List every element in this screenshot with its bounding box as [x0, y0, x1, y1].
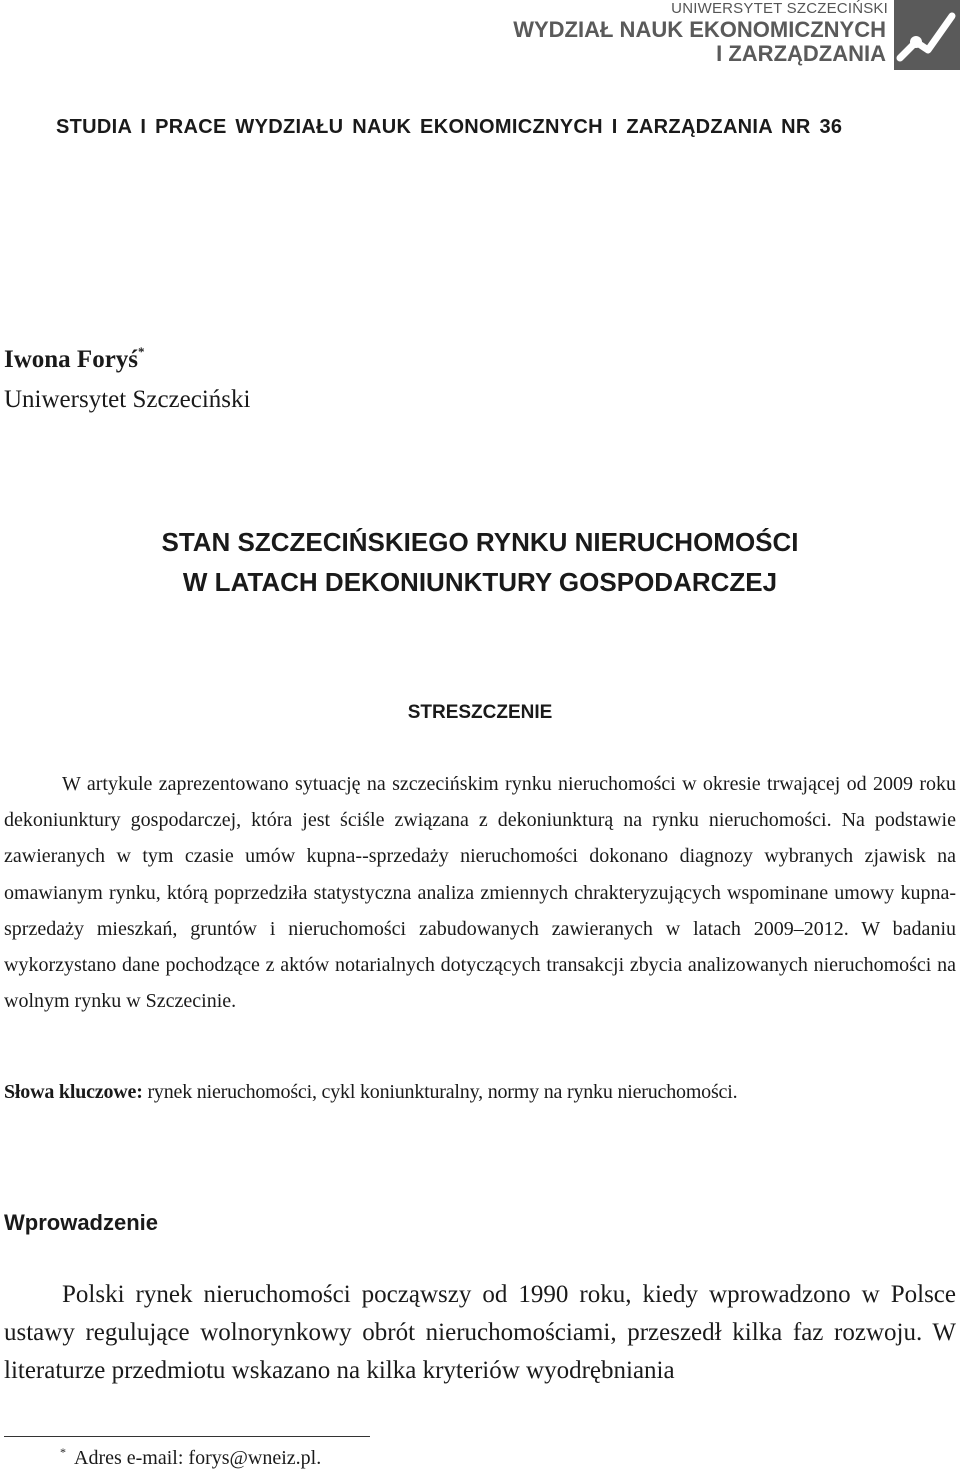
article-title	[0, 522, 960, 602]
department-line-1: WYDZIAŁ NAUK EKONOMICZNYCH	[513, 17, 886, 42]
footnote-mark: *	[60, 1445, 66, 1459]
rising-chart-logo-icon	[894, 0, 960, 70]
abstract-heading: STRESZCZENIE	[407, 702, 553, 723]
department-name	[513, 18, 886, 66]
intro-paragraph: Polski rynek nieruchomości począwszy od 1990 roku, kiedy wprowadzono w Polsce ustawy regulujące wolnorynkowy obrót nieruchomościami, przeszedł kilka faz rozwoju. W literaturze przedmiotu wskazano na kilka kryteriów wyodrębniania	[4, 1281, 956, 1384]
section-heading: Wprowadzenie	[4, 1210, 159, 1235]
keywords-label: Słowa kluczowe:	[4, 1081, 143, 1103]
footnote	[60, 1447, 321, 1470]
journal-series: STUDIA I PRACE WYDZIAŁU NAUK EKONOMICZNYCH I ZARZĄDZANIA NR 36	[56, 116, 843, 138]
author-name-text: Iwona Foryś	[4, 346, 139, 373]
article-title-line-2: W LATACH DEKONIUNKTURY GOSPODARCZEJ	[182, 567, 778, 597]
keywords	[4, 1078, 960, 1106]
keywords-text: rynek nieruchomości, cykl koniunkturalny, normy na rynku nieruchomości.	[142, 1081, 738, 1103]
abstract-text: W artykule zaprezentowano sytuację na szczecińskim rynku nieruchomości w okresie trwającej od 2009 roku dekoniunktury gospodarczej, która jest ściśle związana z dekoniunkturą na rynku nieruchomości. Na podstawie zawieranych w tym czasie umów kupna--sprzedaży nieruchomości dokonano diagnozy wybranych zjawisk na omawianym rynku, którą poprzedziła statystyczna analiza zmiennych chrakteryzujących wspominane umowy kupna-sprzedaży mieszkań, gruntów i nieruchomości zabudowanych zawieranych w latach 2009–2012. W badaniu wykorzystano dane pochodzące z aktów notarialnych dotyczących transakcji zbycia analizowanych nieruchomości na wolnym rynku w Szczecinie.	[4, 773, 956, 1013]
footnote-text: Adres e-mail: forys@wneiz.pl.	[74, 1447, 322, 1469]
author-affiliation: Uniwersytet Szczeciński	[4, 386, 251, 413]
author-footnote-mark: *	[138, 344, 145, 359]
author-name	[4, 346, 145, 374]
university-name: UNIWERSYTET SZCZECIŃSKI	[671, 0, 888, 17]
footnote-divider	[4, 1436, 370, 1437]
article-title-line-1: STAN SZCZECIŃSKIEGO RYNKU NIERUCHOMOŚCI	[161, 527, 799, 557]
department-line-2: I ZARZĄDZANIA	[716, 41, 886, 66]
